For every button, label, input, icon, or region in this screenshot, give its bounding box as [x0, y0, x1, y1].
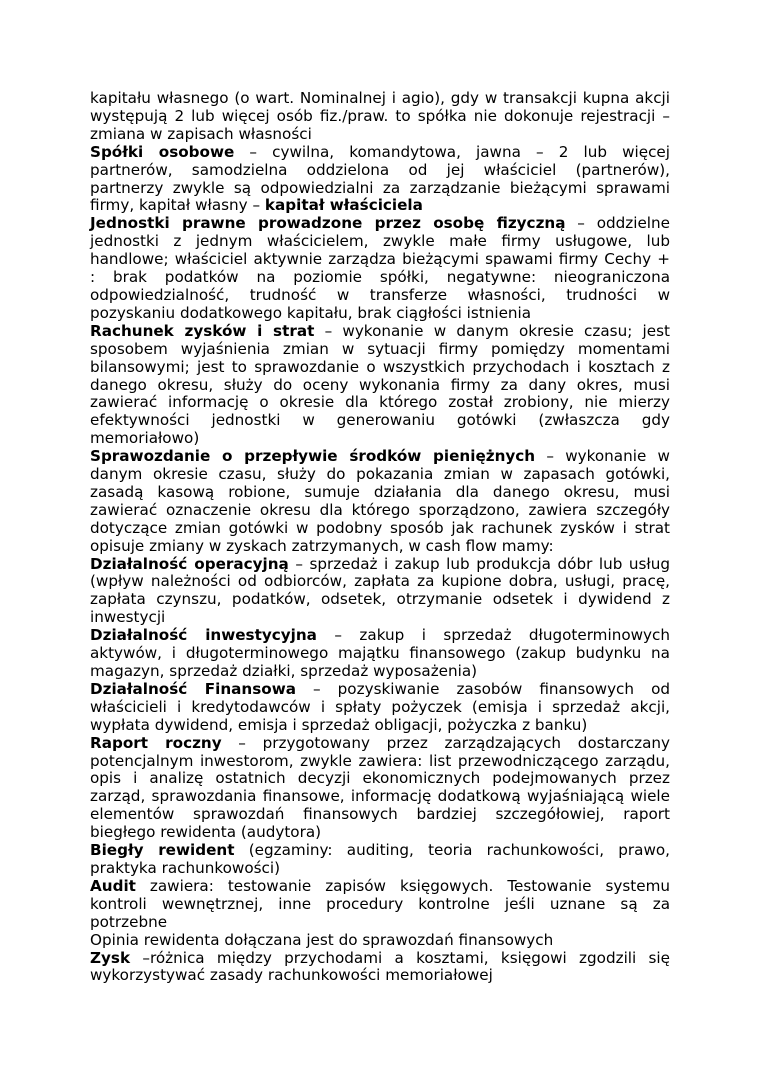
- text-line: [90, 215, 670, 233]
- text-line: [90, 251, 670, 269]
- paragraph-dzialalnosc-inwestycyjna: [90, 627, 670, 681]
- term-heading: Zysk: [90, 948, 131, 967]
- text-run: wykorzystywać zasady rachunkowości memoriałowej: [90, 966, 493, 985]
- text-line: [90, 466, 670, 484]
- paragraph-dzialalnosc-operacyjna: [90, 556, 670, 628]
- text-run: firmy, kapitał własny –: [90, 196, 265, 215]
- text-line: [90, 878, 670, 896]
- term-heading: Działalność Finansowa: [90, 679, 296, 698]
- text-run: dotyczące zmian gotówki w podobny sposób jak rachunek zysków i strat: [90, 518, 670, 537]
- text-run: partnerów, samodzielna oddzielona od jej właściciel (partnerów),: [90, 160, 670, 179]
- text-line: [90, 448, 670, 466]
- text-line: [90, 233, 670, 251]
- text-run: potencjalnym inwestorom, zwykle zawiera: list przewodniczącego zarządu,: [90, 751, 670, 770]
- term-heading: Audit: [90, 876, 136, 895]
- paragraph-intro-continuation: [90, 90, 670, 144]
- text-run: jednostki z jednym właścicielem, zwykle małe firmy usługowe, lub: [90, 232, 670, 251]
- text-run: – oddzielne: [565, 214, 670, 233]
- text-run: danego okresu, służy do oceny wykonania firmy za dany okres, musi: [90, 375, 670, 394]
- text-run: zarząd, sprawozdania finansowe, informację dodatkową wyjaśniającą wiele: [90, 787, 670, 806]
- text-run: (wpływ należności od odbiorców, zapłata za kupione dobra, usługi, pracę,: [90, 572, 670, 591]
- text-run: zawierać informację o okresie dla którego został zrobiony, nie mierzy: [90, 393, 670, 412]
- text-run: zawierać oznaczenie okresu dla którego sporządzono, zawiera szczegóły: [90, 500, 670, 519]
- text-line: [90, 645, 670, 663]
- text-line: [90, 287, 670, 305]
- text-line: [90, 180, 670, 198]
- text-line: [90, 520, 670, 538]
- text-line: [90, 305, 670, 323]
- text-run: odpowiedzialność, trudność w transferze własności, trudności w: [90, 285, 670, 304]
- text-line: [90, 967, 670, 985]
- text-run: handlowe; właściciel aktywnie zarządza bieżącymi spawami firmy Cechy +: [90, 250, 670, 269]
- text-run: zawiera: testowanie zapisów księgowych. Testowanie systemu: [135, 876, 670, 895]
- text-run: aktywów, i długoterminowego majątku finansowego (zakup budynku na: [90, 644, 670, 663]
- text-run: kontroli wewnętrznej, inne procedury kontrolne jeśli uznane są za: [90, 894, 670, 913]
- text-run: – cywilna, komandytowa, jawna – 2 lub więcej: [234, 142, 670, 161]
- term-heading: Spółki osobowe: [90, 142, 235, 161]
- text-run: opisuje zmiany w zyskach zatrzymanych, w cash flow mamy:: [90, 536, 554, 555]
- text-line: [90, 90, 670, 108]
- text-line: [90, 394, 670, 412]
- text-line: [90, 108, 670, 126]
- text-line: [90, 341, 670, 359]
- text-run: biegłego rewidenta (audytora): [90, 823, 322, 842]
- text-line: [90, 788, 670, 806]
- text-line: [90, 860, 670, 878]
- text-line: [90, 842, 670, 860]
- paragraph-sprawozdanie-przeplyw: [90, 448, 670, 555]
- term-heading: Jednostki prawne prowadzone przez osobę fizyczną: [90, 214, 566, 233]
- text-line: [90, 806, 670, 824]
- text-run: – sprzedaż i zakup lub produkcja dóbr lub usług: [288, 554, 670, 573]
- text-line: [90, 591, 670, 609]
- text-run: pozyskaniu dodatkowego kapitału, brak ciągłości istnienia: [90, 303, 532, 322]
- term-heading: Rachunek zysków i strat: [90, 321, 315, 340]
- text-run: – wykonanie w: [535, 447, 670, 466]
- text-line: [90, 735, 670, 753]
- text-line: [90, 556, 670, 574]
- text-line: [90, 663, 670, 681]
- text-run: opis i analizę ostatnich decyzji ekonomicznych podejmowanych przez: [90, 769, 670, 788]
- text-line: [90, 197, 670, 215]
- text-line: [90, 126, 670, 144]
- text-run: właścicieli i kredytodawców i spłaty pożyczek (emisja i sprzedaż akcji,: [90, 697, 670, 716]
- text-run: zasadą kasową robione, sumuje działania dla danego okresu, musi: [90, 482, 670, 501]
- text-line: [90, 377, 670, 395]
- text-line: [90, 717, 670, 735]
- text-line: [90, 412, 670, 430]
- text-run: potrzebne: [90, 912, 168, 931]
- paragraph-audit: [90, 878, 670, 932]
- text-run: sposobem wyjaśnienia zmian w sytuacji firmy pomiędzy momentami: [90, 339, 670, 358]
- text-line: [90, 144, 670, 162]
- text-run: memoriałowo): [90, 429, 200, 448]
- document-page: [90, 90, 670, 985]
- text-run: efektywności jednostki w generowaniu gotówki (zwłaszcza gdy: [90, 411, 670, 430]
- text-run: – zakup i sprzedaż długoterminowych: [316, 626, 670, 645]
- text-run: magazyn, sprzedaż działki, sprzedaż wyposażenia): [90, 662, 478, 680]
- term-heading: Działalność inwestycyjna: [90, 626, 317, 645]
- text-line: [90, 627, 670, 645]
- term-heading: Sprawozdanie o przepływie środków pieniężnych: [90, 447, 536, 466]
- text-line: [90, 950, 670, 968]
- paragraph-dzialalnosc-finansowa: [90, 681, 670, 735]
- text-line: [90, 699, 670, 717]
- paragraph-rachunek-zyskow: [90, 323, 670, 448]
- text-line: [90, 359, 670, 377]
- text-run: wypłata dywidend, emisja i sprzedaż obligacji, pożyczka z banku): [90, 715, 588, 734]
- text-run: – przygotowany przez zarządzających dostarczany: [221, 733, 670, 752]
- text-line: [90, 430, 670, 448]
- text-run: bilansowymi; jest to sprawozdanie o wszystkich przychodach i kosztach z: [90, 357, 670, 376]
- text-line: [90, 502, 670, 520]
- text-line: [90, 770, 670, 788]
- text-run: danym okresie czasu, służy do pokazania zmian w zapasach gotówki,: [90, 465, 670, 484]
- term-heading: Działalność operacyjną: [90, 554, 289, 573]
- paragraph-biegly-rewident: [90, 842, 670, 878]
- term-heading: Biegły rewident: [90, 841, 235, 860]
- text-line: [90, 914, 670, 932]
- term-heading: Raport roczny: [90, 733, 222, 752]
- paragraph-opinia-rewidenta: [90, 932, 670, 950]
- text-run: zapłata czynszu, podatków, odsetek, otrzymanie odsetek i dywidend z: [90, 590, 670, 609]
- text-run: zmiana w zapisach własności: [90, 124, 312, 143]
- text-line: [90, 538, 670, 556]
- text-run: : brak podatków na poziomie spółki, negatywne: nieograniczona: [90, 268, 670, 287]
- text-run: występują 2 lub więcej osób fiz./praw. to spółka nie dokonuje rejestracji –: [90, 106, 670, 125]
- text-line: [90, 573, 670, 591]
- text-line: [90, 323, 670, 341]
- text-line: [90, 896, 670, 914]
- text-line: [90, 681, 670, 699]
- text-run: inwestycji: [90, 608, 166, 627]
- paragraph-zysk: [90, 950, 670, 986]
- paragraph-spolki-osobowe: [90, 144, 670, 216]
- text-line: [90, 269, 670, 287]
- text-run: – wykonanie w danym okresie czasu; jest: [314, 321, 670, 340]
- text-line: [90, 824, 670, 842]
- paragraph-jednostki-prawne: [90, 215, 670, 322]
- text-run: partnerzy zwykle są odpowiedzialni za zarządzanie bieżącymi sprawami: [90, 178, 670, 197]
- text-line: [90, 753, 670, 771]
- text-run: praktyka rachunkowości): [90, 858, 281, 877]
- text-run: elementów sprawozdań finansowych bardziej szczegółowiej, raport: [90, 805, 670, 824]
- text-line: [90, 609, 670, 627]
- text-run: Opinia rewidenta dołączana jest do sprawozdań finansowych: [90, 930, 554, 949]
- paragraph-raport-roczny: [90, 735, 670, 842]
- text-run: –różnica między przychodami a kosztami, księgowi zgodzili się: [130, 948, 670, 967]
- text-line: [90, 932, 670, 950]
- text-line: [90, 162, 670, 180]
- text-run: kapitału własnego (o wart. Nominalnej i agio), gdy w transakcji kupna akcji: [90, 89, 670, 107]
- term-heading: kapitał właściciela: [264, 196, 423, 215]
- text-run: (egzaminy: auditing, teoria rachunkowości, prawo,: [234, 841, 670, 860]
- text-run: – pozyskiwanie zasobów finansowych od: [296, 679, 671, 698]
- text-line: [90, 484, 670, 502]
